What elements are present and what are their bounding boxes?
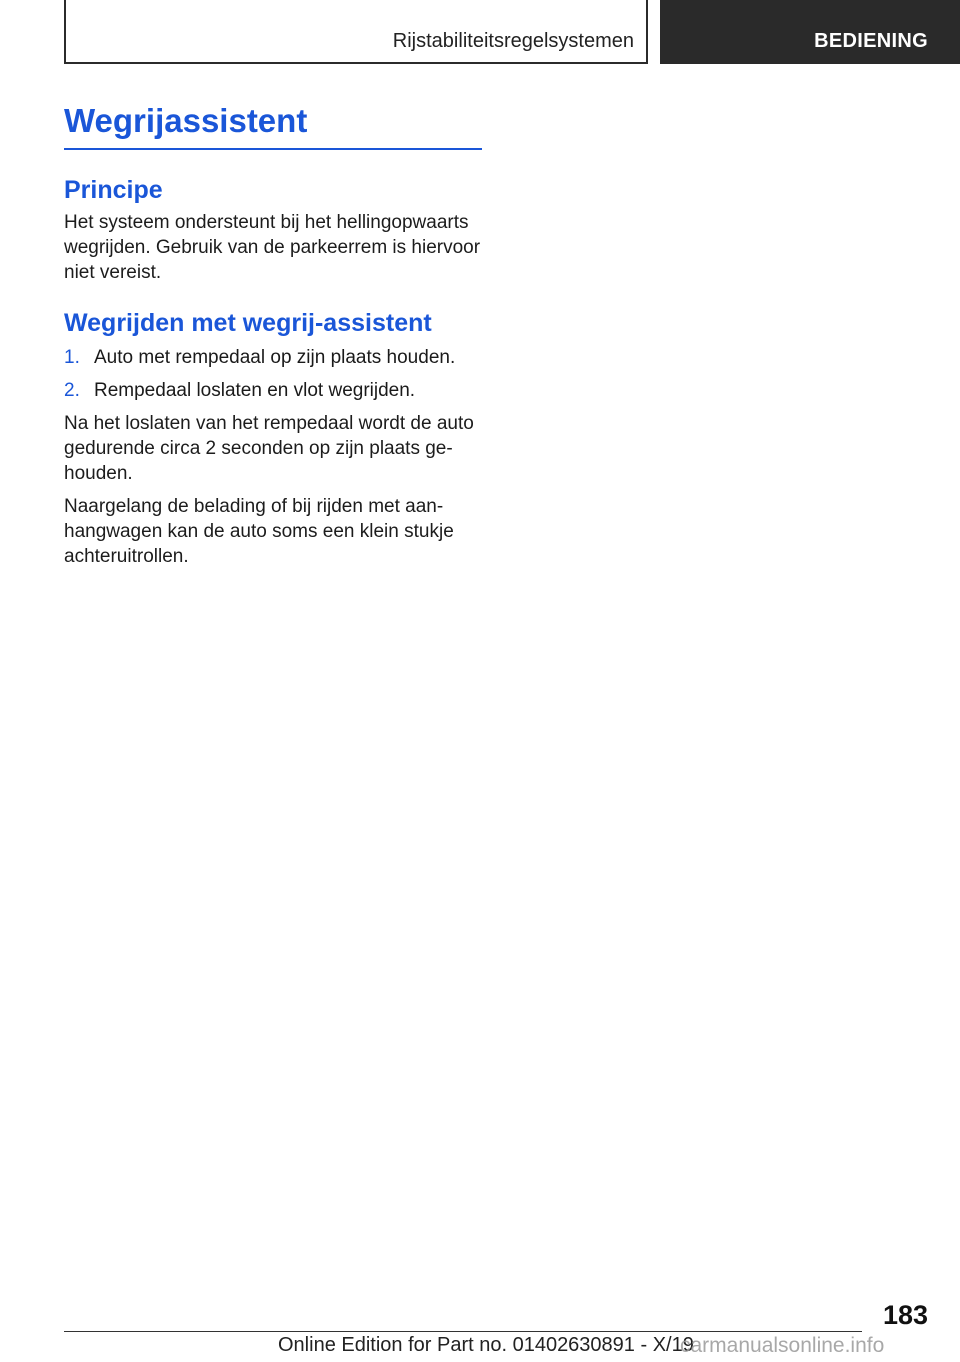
hold-paragraph: Na het loslaten van het rempedaal wordt de auto gedurende circa 2 seconden op zijn plaats ge- houden. (64, 413, 474, 484)
step-number: 2. (64, 380, 80, 401)
steps-list (64, 345, 482, 403)
edition-text: Online Edition for Part no. 01402630891 - X/19 (278, 1334, 694, 1356)
section-title: Rijstabiliteitsregelsystemen (392, 30, 634, 52)
page-number: 183 (882, 1300, 928, 1330)
rollback-paragraph: Naargelang de belading of bij rijden met aan- hangwagen kan de auto soms een klein stukje achteruitrollen. (64, 496, 454, 567)
watermark-text: carmanualsonline.info (680, 1334, 885, 1357)
step-text: Rempedaal loslaten en vlot wegrijden. (94, 380, 416, 401)
principle-text: Het systeem ondersteunt bij het hellingopwaarts wegrijden. Gebruik van de parkeerrem is hiervoor niet vereist. (64, 212, 481, 283)
driving-off-heading: Wegrijden met wegrij-assistent (64, 309, 432, 337)
step-text: Auto met rempedaal op zijn plaats houden. (94, 347, 456, 368)
principle-heading: Principe (64, 176, 163, 204)
header-section-box (64, 0, 648, 64)
page-title: Wegrijassistent (64, 100, 482, 150)
step-item (64, 378, 482, 403)
chapter-title: BEDIENING (814, 30, 928, 52)
step-number: 1. (64, 347, 80, 368)
main-content (64, 100, 482, 569)
step-item (64, 345, 482, 370)
footer-divider (64, 1331, 862, 1332)
header-chapter-tab (660, 0, 960, 64)
